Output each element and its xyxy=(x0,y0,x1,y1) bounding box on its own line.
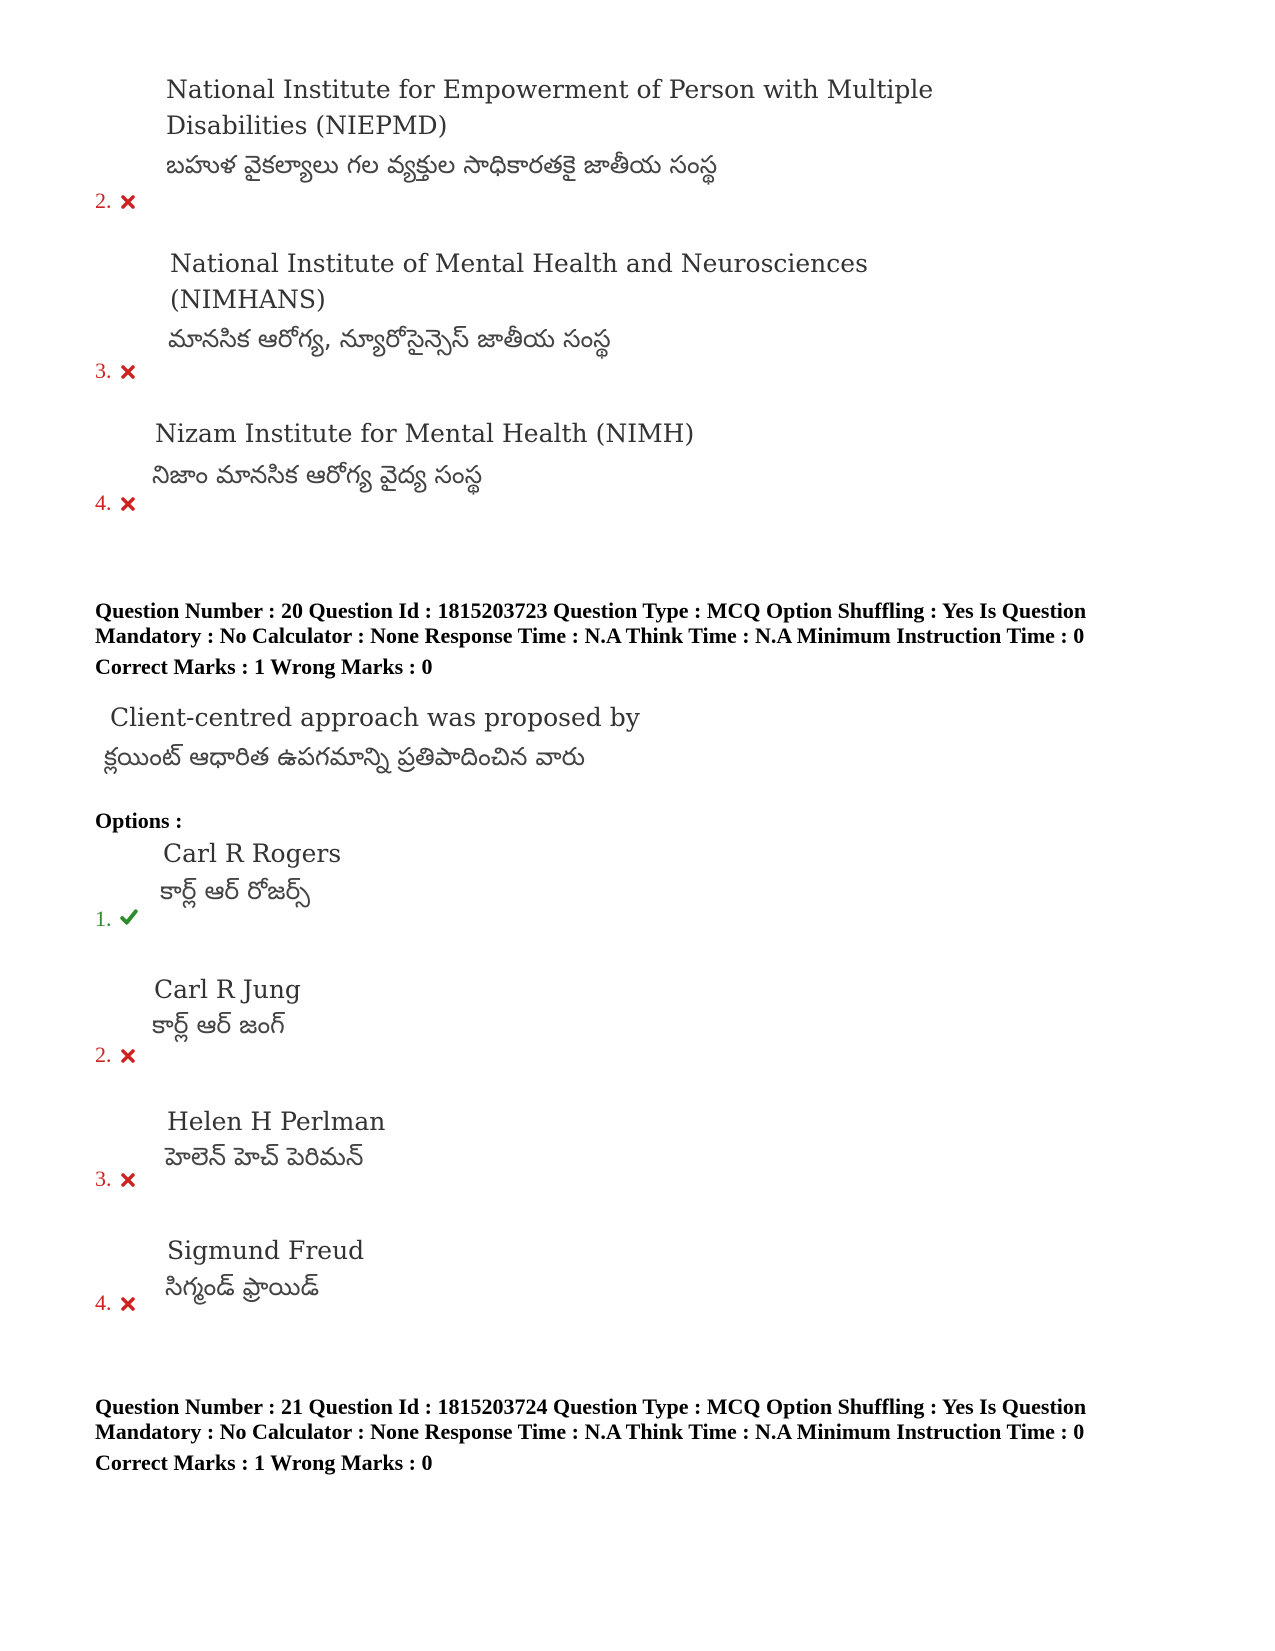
option-text-te: హెలెన్ హెచ్ పెరిమన్ xyxy=(165,1142,364,1171)
options-label: Options : xyxy=(95,808,183,833)
cross-icon xyxy=(120,194,136,210)
option-text-en: Carl R Rogers xyxy=(163,839,342,868)
cross-icon xyxy=(120,496,136,512)
option-text-en: National Institute for Empowerment of Person with Multiple xyxy=(166,75,934,104)
option-number: 4. xyxy=(95,1290,136,1316)
question-header: Mandatory : No Calculator : None Response Time : N.A Think Time : N.A Minimum Instruction Time : 0 xyxy=(95,1419,1085,1444)
cross-icon xyxy=(120,364,136,380)
option-text-en: National Institute of Mental Health and Neurosciences xyxy=(170,249,868,278)
question-header: Question Number : 21 Question Id : 1815203724 Question Type : MCQ Option Shuffling : Yes Is Question xyxy=(95,1394,1087,1419)
question-text-en: Client-centred approach was proposed by xyxy=(110,703,640,732)
option-text-en: Nizam Institute for Mental Health (NIMH) xyxy=(155,419,695,448)
option-text-te: బహుళ వైకల్యాలు గల వ్యక్తుల సాధికారతకై జాతీయ సంస్థ xyxy=(166,150,718,179)
option-text-te: మానసిక ఆరోగ్య, న్యూరోసైన్సెస్ జాతీయ సంస్థ xyxy=(168,324,611,353)
option-text-en: Disabilities (NIEPMD) xyxy=(166,111,448,140)
question-header: Question Number : 20 Question Id : 1815203723 Question Type : MCQ Option Shuffling : Yes Is Question xyxy=(95,598,1087,623)
option-number: 2. xyxy=(95,1042,136,1068)
cross-icon xyxy=(120,1172,136,1188)
check-icon xyxy=(118,908,140,926)
option-number: 4. xyxy=(95,490,136,516)
option-text-en: Carl R Jung xyxy=(154,975,301,1004)
option-text-te: నిజాం మానసిక ఆరోగ్య వైద్య సంస్థ xyxy=(152,460,483,489)
option-number: 3. xyxy=(95,358,136,384)
question-marks: Correct Marks : 1 Wrong Marks : 0 xyxy=(95,1450,433,1475)
option-text-en: Helen H Perlman xyxy=(167,1107,386,1136)
option-text-te: కార్ల్ ఆర్ రోజర్స్ xyxy=(160,876,310,905)
option-number: 3. xyxy=(95,1166,136,1192)
cross-icon xyxy=(120,1048,136,1064)
option-number: 1. xyxy=(95,906,140,932)
question-marks: Correct Marks : 1 Wrong Marks : 0 xyxy=(95,654,433,679)
option-text-en: (NIMHANS) xyxy=(170,285,326,314)
option-text-te: సిగ్మండ్ ఫ్రాయిడ్ xyxy=(165,1272,320,1301)
option-number: 2. xyxy=(95,188,136,214)
question-text-te: క్లయింట్ ఆధారిత ఉపగమాన్ని ప్రతిపాదించిన వారు xyxy=(104,742,586,771)
option-text-en: Sigmund Freud xyxy=(167,1236,365,1265)
question-header: Mandatory : No Calculator : None Response Time : N.A Think Time : N.A Minimum Instruction Time : 0 xyxy=(95,623,1085,648)
option-text-te: కార్ల్ ఆర్ జంగ్ xyxy=(152,1010,285,1039)
cross-icon xyxy=(120,1296,136,1312)
